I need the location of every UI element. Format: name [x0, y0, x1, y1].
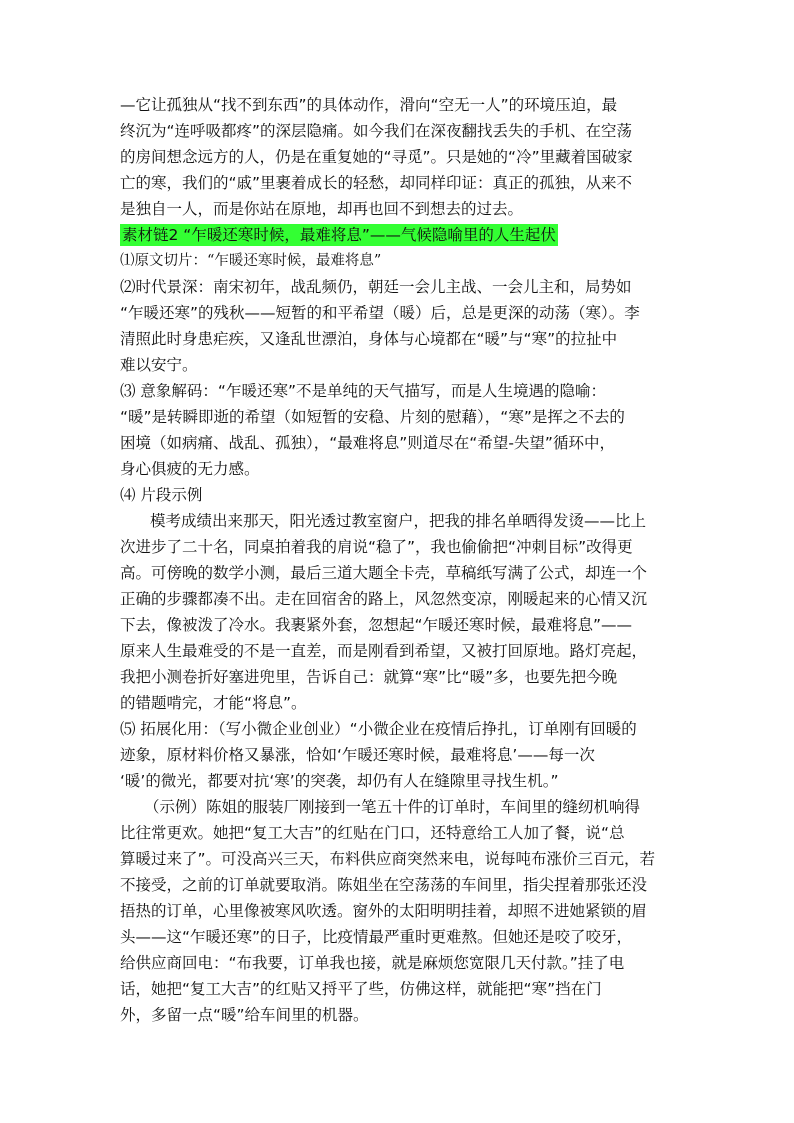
- text-line: 我把小测卷折好塞进兜里，告诉自己：就算“寒”比“暖”多，也要先把今晚: [120, 668, 618, 686]
- text-line: 下去，像被泼了冷水。我裹紧外套，忽想起“乍暖还寒时候，最难将息”——: [120, 616, 633, 634]
- text-line: 难以安宁。: [120, 356, 198, 374]
- text-line: （示例）陈姐的服装厂刚接到一笔五十件的订单时，车间里的缝纫机响得: [144, 798, 641, 816]
- section-heading: 素材链2 “乍暖还寒时候，最难将息”——气候隐喻里的人生起伏: [122, 226, 556, 244]
- text-line: ⑶ 意象解码：“乍暖还寒”不是单纯的天气描写，而是人生境遇的隐喻：: [120, 382, 606, 400]
- text-line: 的错题啃完，才能“将息”。: [120, 694, 307, 712]
- text-line: 头——这“乍暖还寒”的日子，比疫情最严重时更难熬。但她还是咬了咬牙，: [120, 928, 633, 946]
- text-line: —它让孤独从“找不到东西”的具体动作，滑向“空无一人”的环境压迫，最: [120, 96, 618, 114]
- text-line: 比往常更欢。她把“复工大吉”的红贴在门口，还特意给工人加了餐，说“总: [120, 824, 625, 842]
- text-line: 原来人生最难受的不是一直差，而是刚看到希望，又被打回原地。路灯亮起，: [120, 642, 648, 660]
- text-line: 迹象，原材料价格又暴涨，恰如‘乍暖还寒时候，最难将息’——每一次: [120, 746, 595, 764]
- item-original-text: ⑴原文切片：“乍暖还寒时候，最难将息”: [120, 253, 382, 269]
- text-line: ⑵时代景深：南宋初年，战乱频仍，朝廷一会儿主战、一会儿主和，局势如: [120, 278, 632, 296]
- text-line: 清照此时身患疟疾，又逢乱世漂泊，身体与心境都在“暖”与“寒”的拉扯中: [120, 330, 618, 348]
- section-heading-row: [120, 222, 676, 248]
- text-line: 困境（如病痛、战乱、孤独），“最难将息”则道尽在“希望-失望”循环中，: [120, 434, 615, 452]
- item-extended-example: [120, 794, 676, 1028]
- text-line: 算暖过来了”。可没高兴三天，布料供应商突然来电，说每吨布涨价三百元，若: [120, 850, 656, 868]
- text-line: ⑸ 拓展化用：（写小微企业创业）“小微企业在疫情后挣扎，订单刚有回暖的: [120, 720, 637, 738]
- text-line: 次进步了二十名，同桌拍着我的肩说“稳了”，我也偷偷把“冲刺目标”改得更: [120, 538, 633, 556]
- item-example-paragraph: [120, 508, 676, 716]
- text-line: 外，多留一点“暖”给车间里的机器。: [120, 1006, 369, 1024]
- text-line: “乍暖还寒”的残秋——短暂的和平希望（暖）后，总是更深的动荡（寒）。李: [120, 304, 640, 322]
- text-line: 模考成绩出来那天，阳光透过教室窗户，把我的排名单晒得发烫——比上: [150, 512, 647, 530]
- item-example-label: ⑷ 片段示例: [120, 486, 203, 504]
- text-line: 话，她把“复工大吉”的红贴又捋平了些，仿佛这样，就能把“寒”挡在门: [120, 980, 602, 998]
- text-line: ‘暖’的微光，都要对抗‘寒’的突袭，却仍有人在缝隙里寻找生机。”: [120, 772, 559, 790]
- text-line: 不接受，之前的订单就要取消。陈姐坐在空荡荡的车间里，指尖捏着那张还没: [120, 876, 648, 894]
- text-line: 身心俱疲的无力感。: [120, 460, 260, 478]
- text-line: 捂热的订单，心里像被寒风吹透。窗外的太阳明明挂着，却照不进她紧锁的眉: [120, 902, 648, 920]
- item-imagery-decoding: [120, 378, 676, 482]
- item-historical-context: [120, 274, 676, 378]
- item-extended-use: [120, 716, 676, 794]
- document-page: [120, 92, 676, 1028]
- intro-paragraph: [120, 92, 676, 222]
- text-line: 高。可傍晚的数学小测，最后三道大题全卡壳，草稿纸写满了公式，却连一个: [120, 564, 648, 582]
- text-line: 终沉为“连呼吸都疼”的深层隐痛。如今我们在深夜翻找丢失的手机、在空荡: [120, 122, 633, 140]
- text-line: “暖”是转瞬即逝的希望（如短暂的安稳、片刻的慰藉），“寒”是挥之不去的: [120, 408, 625, 426]
- text-line: 亡的寒，我们的“戚”里裹着成长的轻愁，却同样印证：真正的孤独，从来不: [120, 174, 633, 192]
- text-line: 是独自一人，而是你站在原地，却再也回不到想去的过去。: [120, 200, 524, 218]
- text-line: 的房间想念远方的人，仍是在重复她的“寻觅”。只是她的“冷”里藏着国破家: [120, 148, 633, 166]
- text-line: 给供应商回电：“布我要，订单我也接，就是麻烦您宽限几天付款。”挂了电: [120, 954, 625, 972]
- text-line: 正确的步骤都凑不出。走在回宿舍的路上，风忽然变凉，刚暖起来的心情又沉: [120, 590, 648, 608]
